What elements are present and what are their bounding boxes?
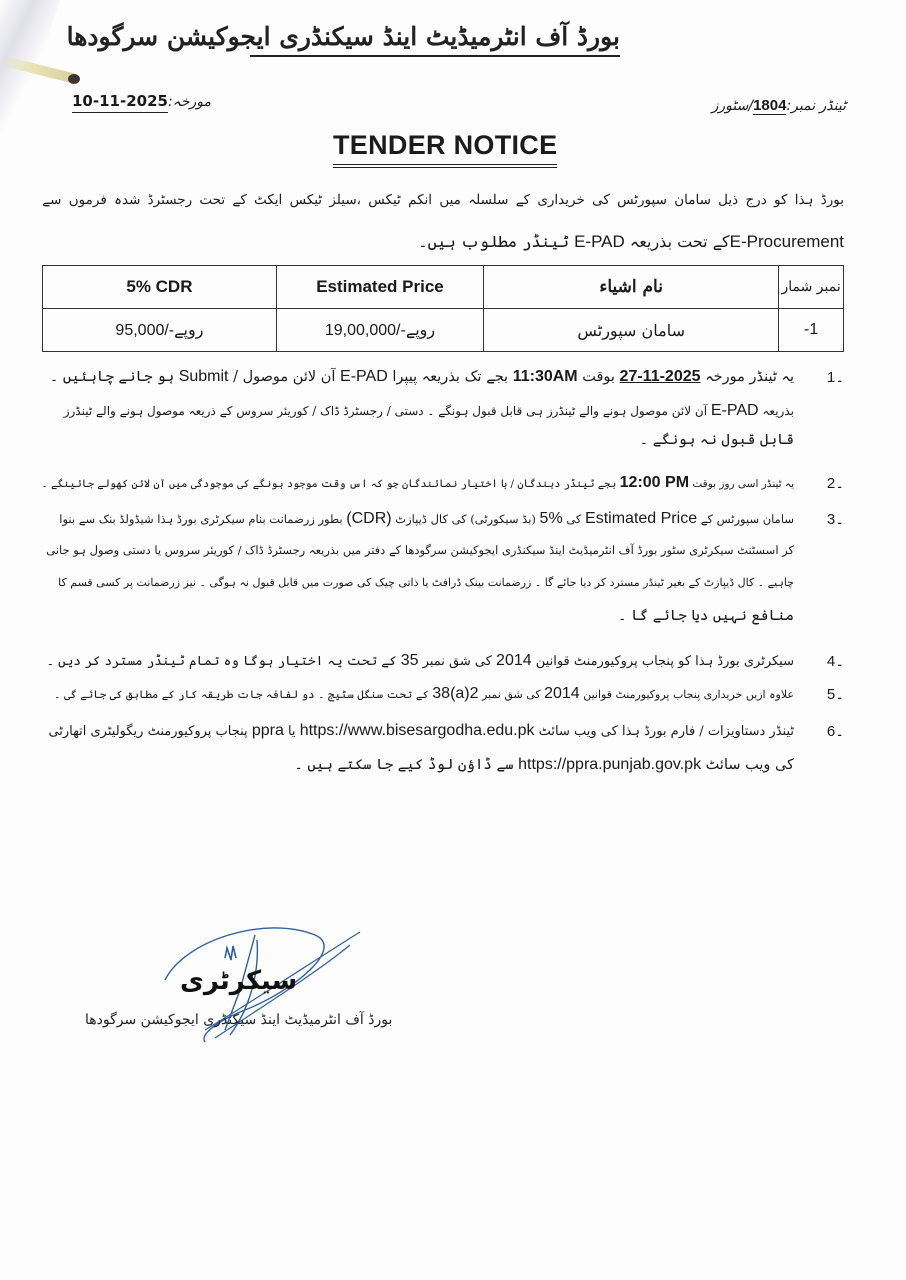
clause-text: علاوہ ازیں خریداری پنجاب پروکیورمنٹ قوانین bbox=[579, 688, 794, 701]
tender-number-value: 1804 bbox=[753, 97, 787, 114]
header-estimated-price: Estimated Price bbox=[276, 266, 483, 309]
clause-4-line-1 bbox=[46, 652, 794, 670]
clause-english-term: https://www.bisesargodha.edu.pk bbox=[299, 722, 535, 739]
clause-english-term: 35 bbox=[400, 652, 419, 669]
clause-text: ہو جانے چاہئیں ۔ bbox=[49, 369, 179, 385]
clause-text: بطور زرضمانت بنام سیکرٹری بورڈ ہذا شیڈولڈ بنک سے بنوا bbox=[59, 512, 347, 526]
clause-number: 4۔ bbox=[826, 653, 844, 670]
clause-text: کے تحت سنگل سٹیج ۔ دو لفافہ جات طریقہ کار کے مطابق کی جائے گی ۔ bbox=[54, 688, 433, 701]
header-serial: نمبر شمار bbox=[779, 266, 844, 309]
clause-number: 5۔ bbox=[826, 686, 844, 703]
clause-english-term: 5% bbox=[539, 510, 563, 527]
intro-text-b: ٹینڈر مطلوب ہیں۔ bbox=[418, 232, 569, 251]
clause-text: منافع نہیں دیا جائے گا ۔ bbox=[618, 608, 794, 624]
intro-line-2 bbox=[418, 232, 844, 252]
clause-1-line-2 bbox=[64, 402, 794, 420]
signature-organization: بورڈ آف انٹرمیڈیٹ اینڈ سیکنڈری ایجوکیشن سرگودھا bbox=[85, 1012, 393, 1028]
clause-text: یا bbox=[283, 724, 300, 739]
clause-text: کی ویب سائٹ bbox=[701, 757, 794, 773]
clause-english-term: 2014 bbox=[496, 652, 532, 669]
clause-english-term: 38(a)2 bbox=[432, 685, 479, 702]
clause-english-term: 11:30AM bbox=[512, 368, 578, 385]
clause-number: 1۔ bbox=[826, 369, 844, 386]
intro-line-1: بورڈ ہذا کو درج ذیل سامان سپورٹس کی خریداری کے سلسلہ میں انکم ٹیکس ،سیلز ٹیکس ایکٹ کے تحت رجسٹرڈ شدہ فرموں سے bbox=[42, 192, 844, 208]
clause-english-term: E-PAD bbox=[340, 368, 388, 385]
clause-text: بوقت bbox=[577, 369, 620, 385]
clause-text: چاہیے ۔ کال ڈیپازٹ کے بغیر ٹینڈر مسترد کر دیا جائے گا ۔ زرضمانت بینک ڈرافٹ یا ذاتی چیک کی صورت میں قابل قبول نہ ہوگی ۔ نیز زرضمانت پر کسی قسم کا bbox=[58, 576, 794, 589]
intro-eprocurement: E-Procurement bbox=[729, 232, 844, 251]
tender-number-label: ٹینڈر نمبر: bbox=[786, 98, 846, 114]
table-row bbox=[43, 309, 844, 352]
clause-text: بذریعہ bbox=[758, 404, 794, 418]
cdr-unit: روپے bbox=[174, 320, 204, 339]
clause-number: 6۔ bbox=[826, 723, 844, 740]
clause-english-term: 12:00 PM bbox=[619, 474, 690, 491]
clause-5-line-1 bbox=[54, 685, 794, 703]
table-header-row bbox=[43, 266, 844, 309]
clause-text: کی شق نمبر bbox=[418, 654, 497, 669]
clause-1-line-1 bbox=[50, 368, 794, 386]
cdr-value: -/95,000 bbox=[115, 322, 175, 339]
clause-text: آن لائن موصول / bbox=[228, 369, 341, 385]
clause-3-line-1 bbox=[59, 510, 794, 528]
clause-text: آن لائن موصول ہونے والے ٹینڈرز ہی قابل قبول ہونگے ۔ دستی / رجسٹرڈ ڈاک / کوریئر سروس کے ذریعہ موصول ہونے والے ٹینڈرز bbox=[63, 404, 711, 418]
clause-english-term: ppra bbox=[251, 722, 284, 739]
price-value: -/19,00,000 bbox=[324, 322, 406, 339]
clause-english-term: (CDR) bbox=[346, 510, 392, 527]
intro-text-a: کے تحت بذریعہ bbox=[629, 232, 730, 251]
notice-date bbox=[72, 92, 211, 110]
clause-text: کی bbox=[562, 512, 586, 526]
board-name-heading: بورڈ آف انٹرمیڈیٹ اینڈ سیکنڈری ایجوکیشن سرگودھا bbox=[250, 22, 620, 57]
clause-text: یہ ٹینڈر اسی روز بوقت bbox=[689, 478, 794, 490]
clause-3-line-3 bbox=[58, 576, 794, 589]
clause-text: سے ڈاؤن لوڈ کیے جا سکتے ہیں ۔ bbox=[294, 757, 519, 773]
binding-knot-decoration bbox=[68, 74, 80, 84]
cell-cdr bbox=[43, 309, 277, 352]
clause-english-term: 27-11-2025 bbox=[619, 368, 701, 385]
signature-block bbox=[85, 920, 393, 1050]
clause-text: بجے ٹینڈر دہندگان / با اختیار نمائندگان جو کہ اس وقت موجود ہونگے کی موجودگی میں آن لائن کھولے جائینگے ۔ bbox=[41, 478, 620, 490]
tender-number-suffix: /سٹورز bbox=[711, 98, 754, 114]
clause-text: کے تحت یہ اختیار ہوگا وہ تمام ٹینڈر مسترد کر دیں ۔ bbox=[46, 654, 401, 669]
clause-english-term: Submit bbox=[178, 368, 229, 385]
clause-text: یہ ٹینڈر مورخہ bbox=[700, 369, 794, 385]
clause-text: سیکرٹری بورڈ ہذا کو پنجاب پروکیورمنٹ قوانین bbox=[531, 654, 794, 669]
price-unit: روپے bbox=[405, 320, 436, 339]
clause-number: 3۔ bbox=[826, 511, 844, 528]
clause-text: کی شق نمبر bbox=[478, 688, 545, 701]
clause-text: پنجاب پروکیورمنٹ ریگولیٹری اتھارٹی bbox=[48, 724, 252, 739]
cell-estimated-price bbox=[276, 309, 483, 352]
cell-item-name: سامان سپورٹس bbox=[484, 309, 779, 352]
clause-text: قابل قبول نہ ہونگے ۔ bbox=[639, 432, 794, 448]
clause-text: ٹینڈر دستاویزات / فارم بورڈ ہذا کی ویب سائٹ bbox=[534, 724, 794, 739]
clause-6-line-2 bbox=[294, 756, 794, 774]
clause-english-term: https://ppra.punjab.gov.pk bbox=[518, 756, 702, 773]
clause-text: کر اسسٹنٹ سیکرٹری سٹور بورڈ آف انٹرمیڈیٹ اینڈ سیکنڈری ایجوکیشن سرگودھا کے دفتر میں بذریعہ رجسٹرڈ ڈاک / کوریئر سروس یا دستی وصول ہو جانی bbox=[46, 543, 794, 557]
clause-3-line-4 bbox=[618, 608, 794, 624]
tender-number bbox=[712, 96, 846, 114]
clause-text: بجے تک بذریعہ پیپرا bbox=[387, 369, 513, 385]
notice-title: TENDER NOTICE bbox=[333, 130, 557, 168]
date-value: 10-11-2025 bbox=[72, 92, 168, 113]
clause-3-line-2 bbox=[46, 543, 794, 557]
clause-1-line-3 bbox=[640, 432, 794, 448]
clause-text: سامان سپورٹس کے bbox=[697, 512, 794, 526]
intro-epad: E-PAD bbox=[574, 232, 625, 251]
clause-text: (بڈ سیکورٹی) کی کال ڈیپازٹ bbox=[391, 512, 540, 526]
clause-english-term: E-PAD bbox=[710, 402, 759, 419]
clause-6-line-1 bbox=[48, 722, 794, 740]
signature-title: سیکرٹری bbox=[180, 966, 298, 996]
clause-english-term: 2014 bbox=[544, 685, 580, 702]
clause-2-line-1 bbox=[42, 474, 794, 492]
clause-english-term: Estimated Price bbox=[585, 510, 698, 527]
date-label: مورخہ: bbox=[167, 94, 212, 110]
items-table bbox=[42, 265, 844, 352]
cell-serial: -1 bbox=[779, 309, 844, 352]
header-item-name: نام اشیاء bbox=[484, 266, 779, 309]
header-cdr: 5% CDR bbox=[43, 266, 277, 309]
clause-number: 2۔ bbox=[826, 475, 844, 492]
